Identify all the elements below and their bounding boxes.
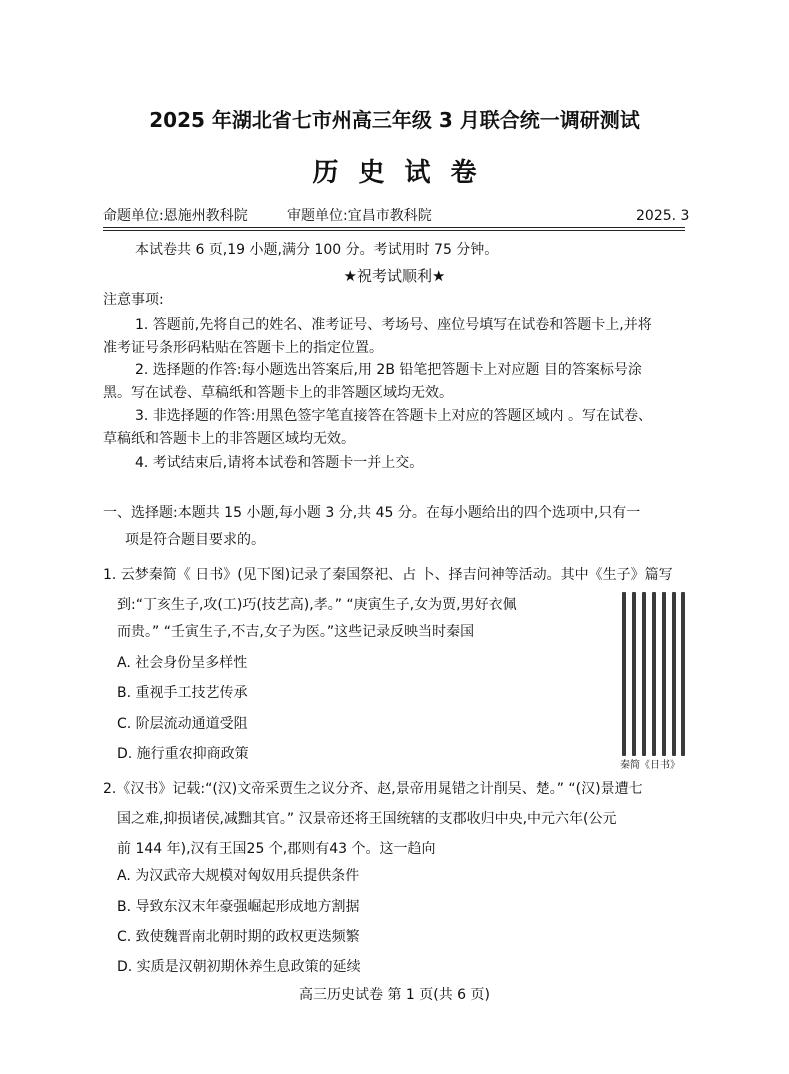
q1-stem-line-3: 而贵。” “壬寅生子,不吉,女子为医。”这些记录反映当时秦国: [117, 624, 475, 640]
bamboo-slip: [681, 592, 685, 756]
q1-option-d: D. 施行重农抑商政策: [117, 746, 249, 762]
note-2-line-2: 黑。写在试卷、草稿纸和答题卡上的非答题区域均无效。: [103, 385, 453, 401]
exam-summary: 本试卷共 6 页,19 小题,满分 100 分。考试用时 75 分钟。: [135, 242, 499, 258]
q2-option-c: C. 致使魏晋南北朝时期的政权更迭频繁: [117, 929, 360, 945]
q1-stem-line-1: 1. 云梦秦简《 日书》(见下图)记录了秦国祭祀、占 卜、择吉问神等活动。其中《生子》篇写: [103, 567, 673, 583]
q2-option-d: D. 实质是汉朝初期休养生息政策的延续: [117, 959, 361, 975]
q2-stem-line-2: 国之难,抑损诸侯,减黜其官。” 汉景帝还将王国统辖的支郡收归中央,中元六年(公元: [117, 811, 617, 827]
exam-date: 2025. 3: [636, 208, 690, 224]
subject-title: 历史试卷: [312, 158, 497, 188]
header-rule-top: [103, 227, 685, 228]
image-caption: 秦简《日书》: [620, 760, 680, 771]
q1-option-b: B. 重视手工技艺传承: [117, 685, 248, 701]
q1-stem-line-2: 到:“丁亥生子,攻(工)巧(技艺高),孝。” “庚寅生子,女为贾,男好衣佩: [117, 597, 517, 613]
section-heading-line-2: 项是符合题目要求的。: [125, 532, 265, 548]
good-luck-wish: ★祝考试顺利★: [343, 267, 446, 285]
page-footer: 高三历史试卷 第 1 页(共 6 页): [299, 987, 490, 1003]
bamboo-slip: [622, 592, 626, 756]
q1-option-a: A. 社会身份呈多样性: [117, 655, 248, 671]
proposer-unit: 命题单位:恩施州教科院: [103, 208, 248, 224]
q2-stem-line-1: 2.《汉书》记载:“(汉)文帝采贾生之议分齐、赵,景帝用晁错之计削吴、楚。” “(汉)景遭七: [103, 781, 643, 797]
note-1-line-2: 准考证号条形码粘贴在答题卡上的指定位置。: [103, 340, 383, 356]
header-rule-bottom: [103, 230, 685, 231]
bamboo-slip: [632, 592, 636, 756]
note-4: 4. 考试结束后,请将本试卷和答题卡一并上交。: [135, 455, 424, 471]
note-3-line-2: 草稿纸和答题卡上的非答题区域均无效。: [103, 431, 355, 447]
bamboo-slip: [652, 592, 656, 756]
q1-option-c: C. 阶层流动通道受阻: [117, 716, 248, 732]
reviewer-unit: 审题单位:宜昌市教科院: [287, 208, 432, 224]
q2-stem-line-3: 前 144 年),汉有王国25 个,郡则有43 个。这一趋向: [117, 841, 436, 857]
note-3-line-1: 3. 非选择题的作答:用黑色签字笔直接答在答题卡上对应的答题区域内 。写在试卷、: [135, 408, 652, 424]
notes-title: 注意事项:: [103, 292, 164, 308]
bamboo-slip: [672, 592, 676, 756]
exam-title: 2025 年湖北省七市州高三年级 3 月联合统一调研测试: [149, 108, 640, 132]
bamboo-slip: [642, 592, 646, 756]
bamboo-slip: [662, 592, 666, 756]
note-2-line-1: 2. 选择题的作答:每小题选出答案后,用 2B 铅笔把答题卡上对应题 目的答案标号涂: [135, 362, 642, 378]
q2-option-a: A. 为汉武帝大规模对匈奴用兵提供条件: [117, 868, 360, 884]
bamboo-slips-image: [620, 592, 686, 756]
q2-option-b: B. 导致东汉末年豪强崛起形成地方割据: [117, 899, 360, 915]
section-heading-line-1: 一、选择题:本题共 15 小题,每小题 3 分,共 45 分。在每小题给出的四个选项中,只有一: [103, 505, 641, 521]
note-1-line-1: 1. 答题前,先将自己的姓名、准考证号、考场号、座位号填写在试卷和答题卡上,并将: [135, 317, 652, 333]
